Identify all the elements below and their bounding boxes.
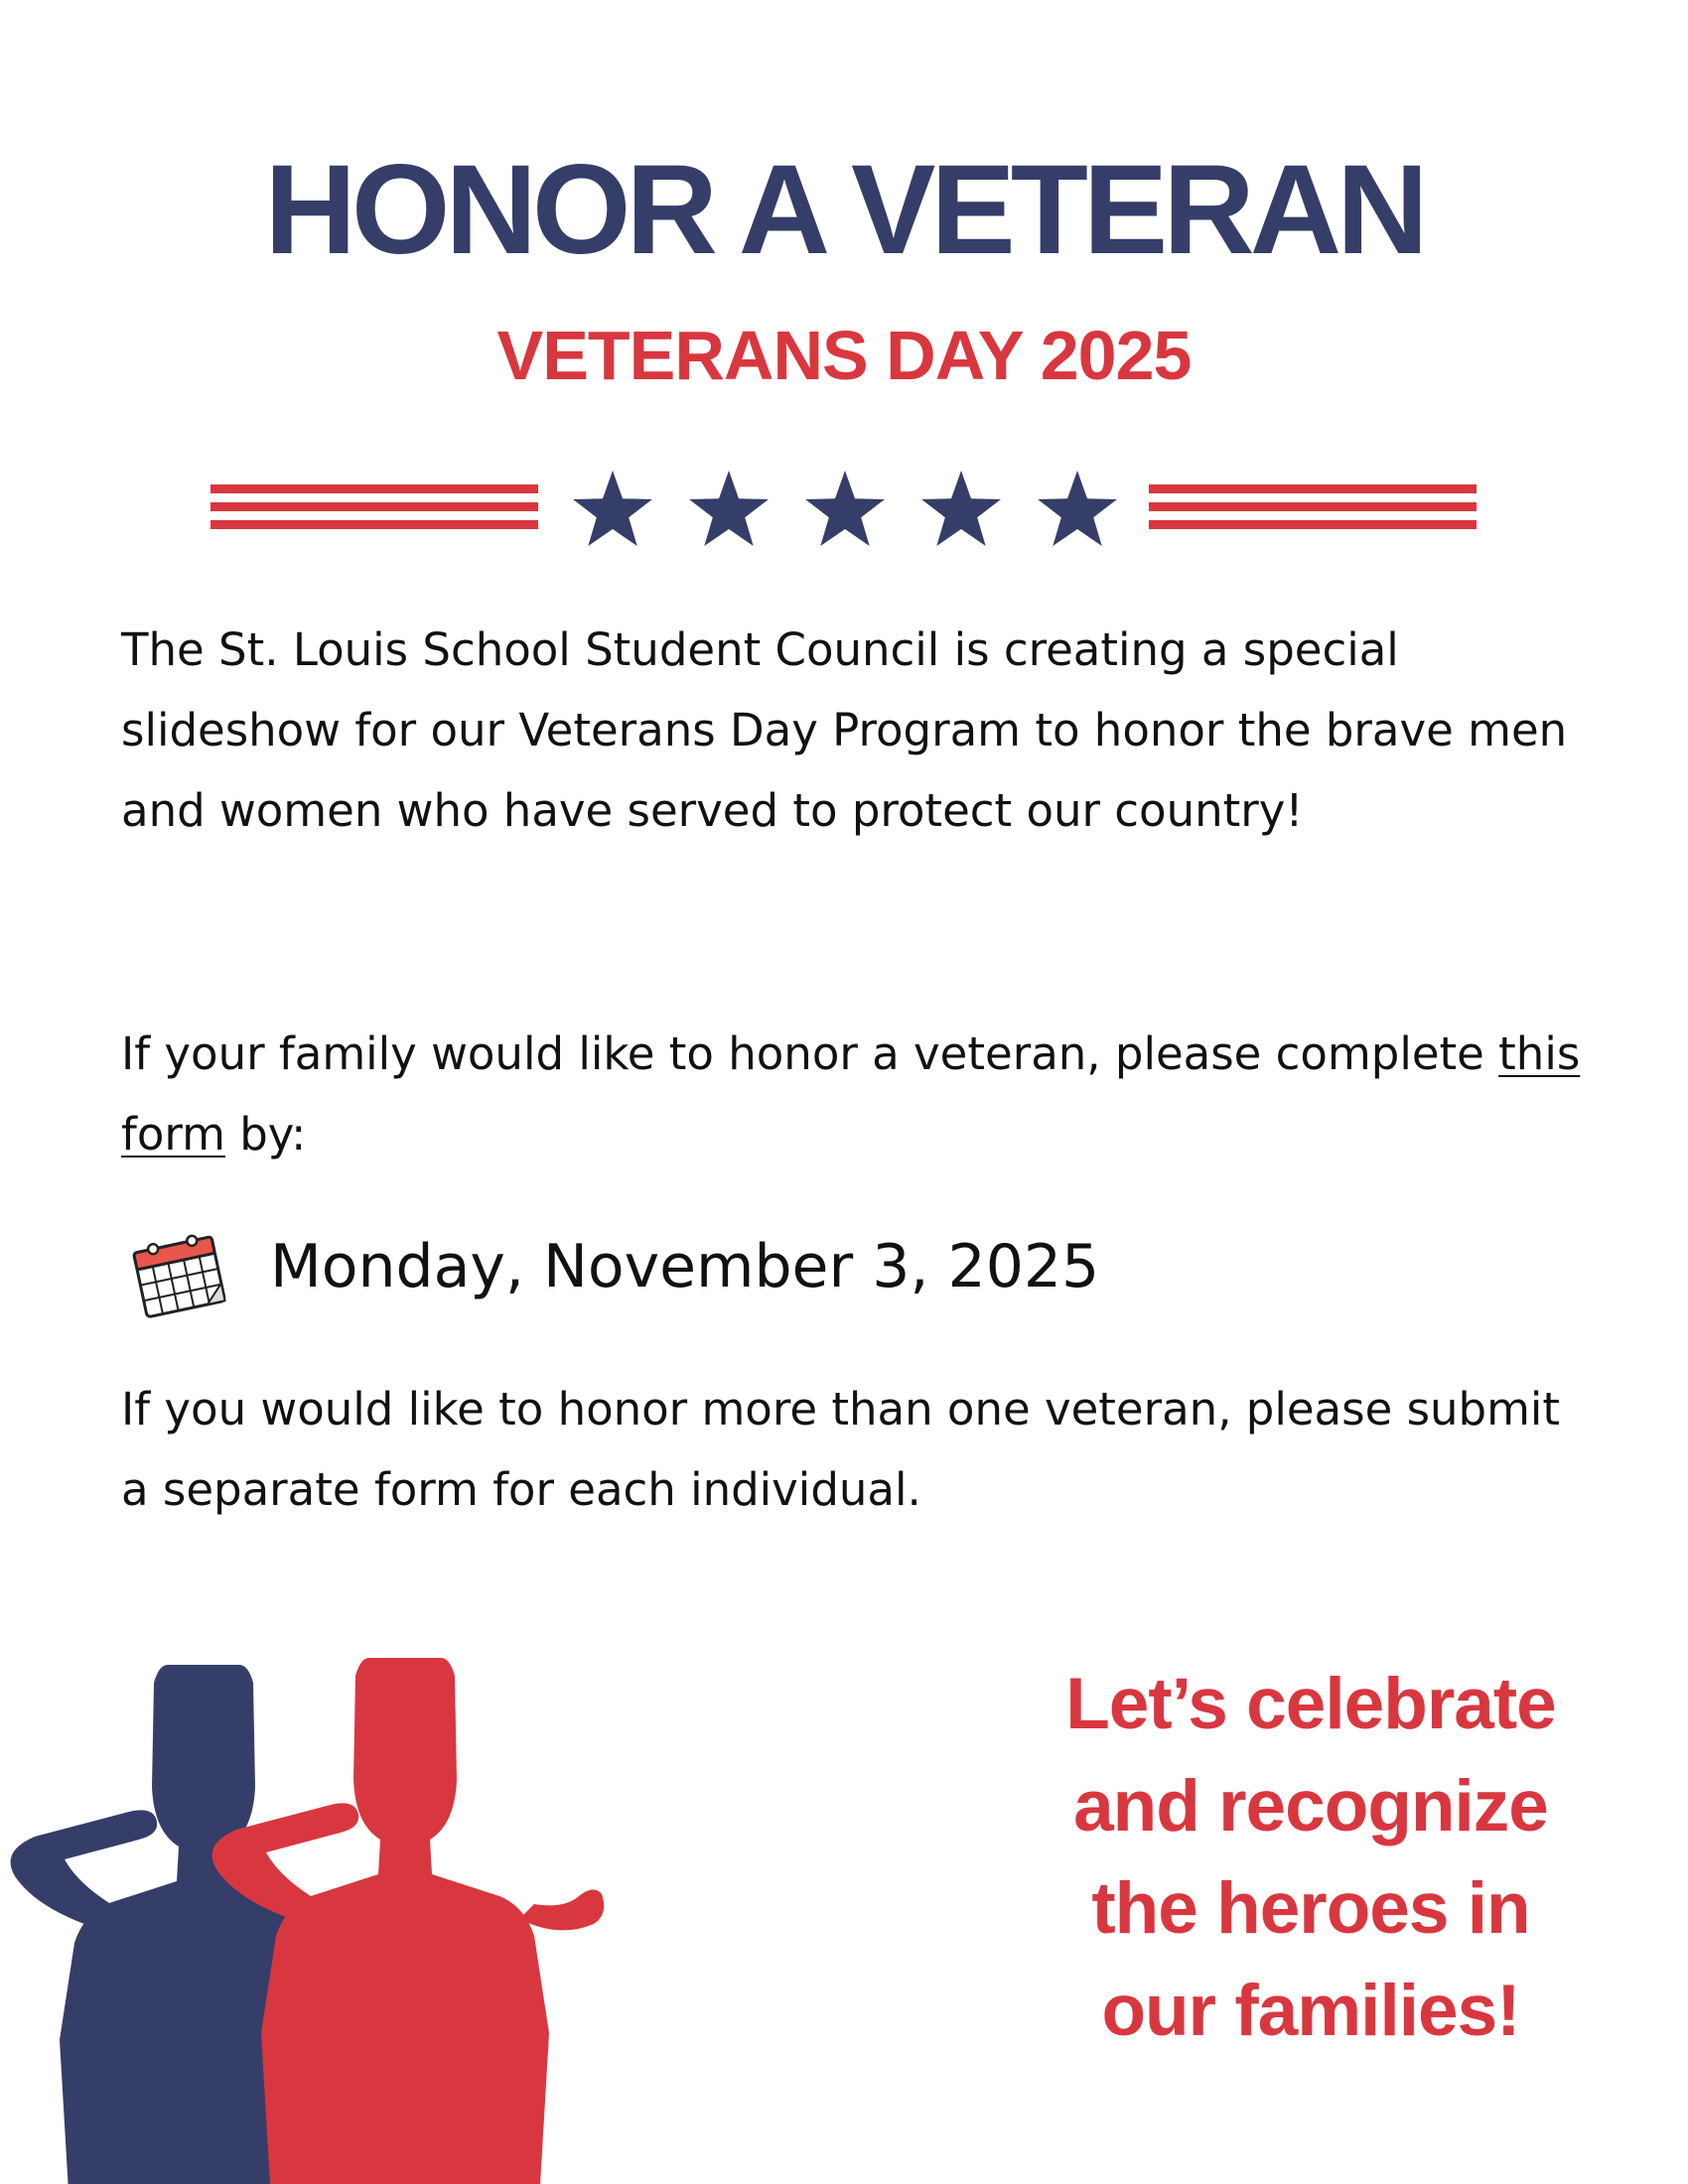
star-icon [921,471,1001,546]
page-subtitle: VETERANS DAY 2025 [496,317,1192,394]
form-link[interactable]: this form [121,1027,1581,1160]
saluting-soldiers-illustration [0,1658,993,2184]
star-row [573,471,1117,546]
deadline-date: Monday, November 3, 2025 [270,1232,1100,1301]
right-stripes [1149,484,1477,529]
star-icon [573,471,652,546]
closing-line-1: Let’s celebrate [1065,1664,1556,1744]
request-paragraph [121,1014,1591,1174]
star-icon [805,471,885,546]
closing-line-3: the heroes in [1091,1868,1530,1949]
stars-and-stripes-divider [0,465,1688,554]
multiple-veterans-note: If you would like to honor more than one veteran, please submit a separate form for each individual. [121,1383,1561,1516]
closing-message [993,1653,1628,2062]
closing-line-2: and recognize [1073,1766,1548,1846]
closing-line-4: our families! [1101,1971,1520,2051]
intro-paragraph: The St. Louis School Student Council is creating a special slideshow for our Veterans Day Program to honor the brave men and women who have served to protect our country! [121,623,1568,837]
request-text-end: by: [224,1108,307,1160]
request-text-start: If your family would like to honor a veteran, please complete [121,1027,1499,1080]
calendar-icon [121,1223,230,1322]
page-title: HONOR A VETERAN [264,139,1424,281]
left-stripes [211,484,538,529]
star-icon [1038,471,1117,546]
star-icon [689,471,769,546]
